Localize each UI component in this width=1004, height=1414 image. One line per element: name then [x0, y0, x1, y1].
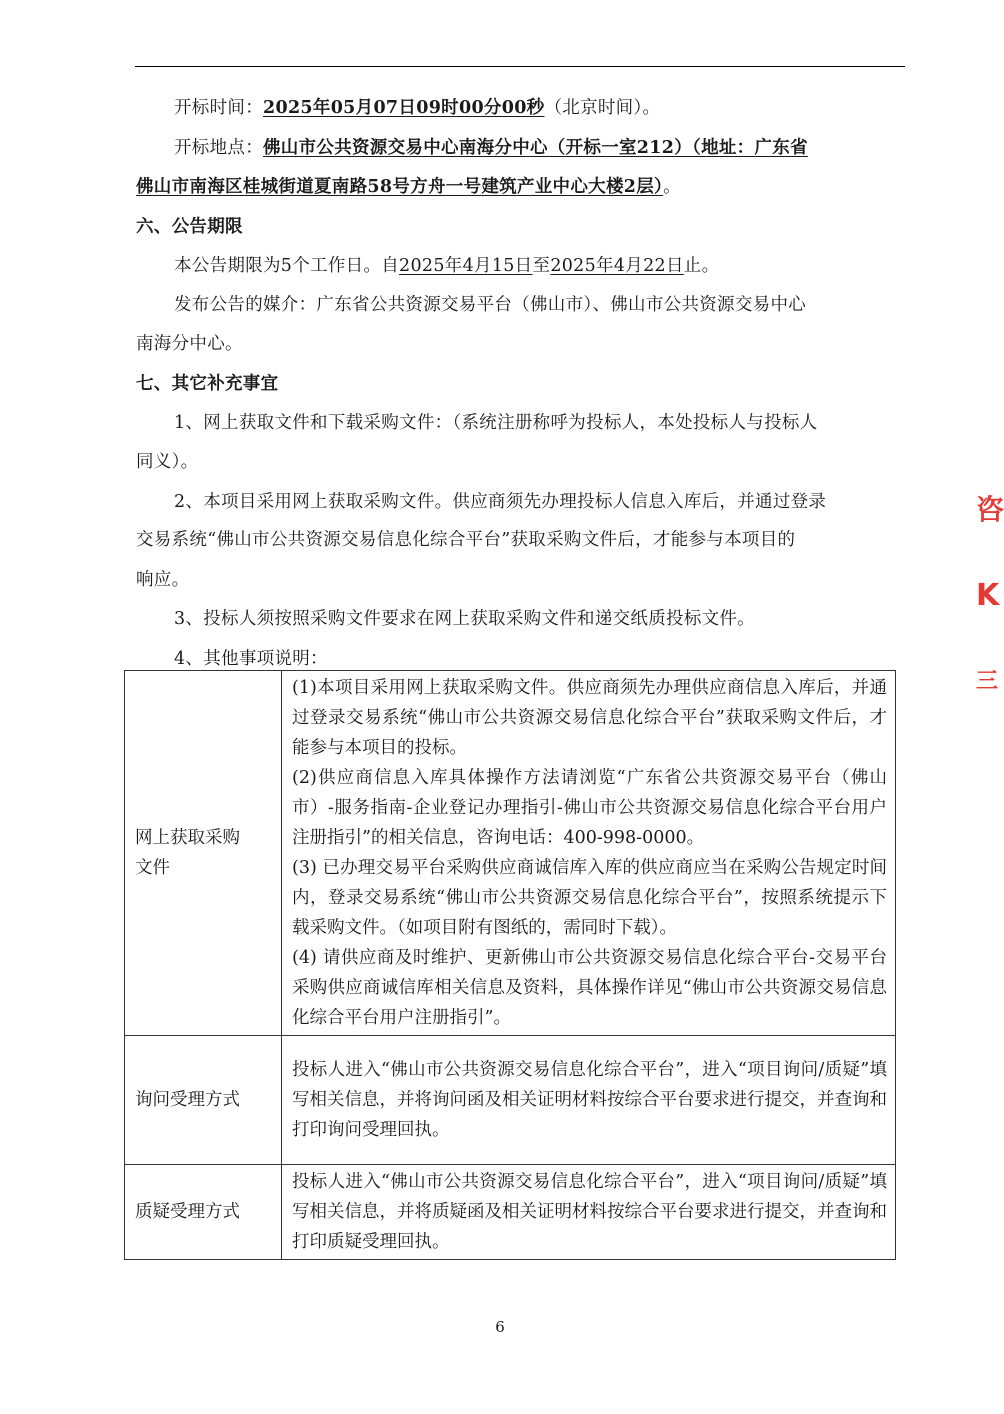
opening-place-line2: [136, 175, 681, 199]
opening-place-line1: [174, 136, 808, 160]
seal-stamp-fragment-1: 咨: [976, 493, 1004, 526]
row1-content-cell: [282, 671, 896, 1036]
row1-paragraph-4: (4) 请供应商及时维护、更新佛山市公共资源交易信息化综合平台-交易平台采购供应商诚信库相关信息及资料，具体操作详见“佛山市公共资源交易信息化综合平台用户注册指引”。: [292, 948, 887, 1028]
section-6-heading: 六、公告期限: [136, 217, 243, 237]
row2-content-cell: [282, 1036, 896, 1165]
opening-place-value-2: 佛山市南海区桂城街道夏南路58号方舟一号建筑产业中心大楼2层）: [136, 177, 664, 197]
seal-stamp-fragment-2: K: [976, 578, 1000, 613]
item2-line3: 响应。: [136, 570, 190, 590]
opening-time-label: 开标时间：: [174, 98, 263, 118]
notice-period-line: [174, 254, 719, 278]
item3-line: 3、投标人须按照采购文件要求在网上获取采购文件和递交纸质投标文件。: [174, 609, 756, 629]
row3-label-cell: 质疑受理方式: [125, 1165, 282, 1260]
opening-place-suffix: 。: [663, 177, 681, 197]
table-row: [125, 1165, 896, 1260]
header-rule: [135, 66, 905, 67]
period-end: 2025年4月22日: [550, 256, 684, 276]
row1-paragraph-2: (2)供应商信息入库具体操作方法请浏览“广东省公共资源交易平台（佛山市）-服务指南-企业登记办理指引-佛山市公共资源交易信息化综合平台用户注册指引”的相关信息，咨询电话：400-998-0000。: [292, 768, 887, 848]
row1-paragraph-1: (1)本项目采用网上获取采购文件。供应商须先办理供应商信息入库后，并通过登录交易系统“佛山市公共资源交易信息化综合平台”获取采购文件后，才能参与本项目的投标。: [292, 678, 887, 758]
period-start: 2025年4月15日: [399, 256, 533, 276]
period-prefix: 本公告期限为5个工作日。自: [174, 256, 400, 276]
section-7-heading: 七、其它补充事宜: [136, 374, 279, 394]
row1-label-line2: 文件: [135, 858, 170, 878]
period-mid: 至: [532, 256, 551, 276]
seal-stamp-fragment-3: 三: [976, 669, 999, 694]
table-row: [125, 671, 896, 1036]
opening-time-value: 2025年05月07日09时00分00秒: [263, 98, 545, 118]
opening-place-value-1: 佛山市公共资源交易中心南海分中心（开标一室212）（地址：广东省: [263, 138, 808, 158]
opening-time-line: [174, 96, 660, 120]
media-line-1: 发布公告的媒介：广东省公共资源交易平台（佛山市）、佛山市公共资源交易中心: [174, 295, 807, 315]
period-suffix: 止。: [683, 256, 720, 276]
row1-label-cell: [125, 671, 282, 1036]
row3-content-cell: [282, 1165, 896, 1260]
media-line-2: 南海分中心。: [136, 334, 243, 354]
row1-paragraph-3: (3) 已办理交易平台采购供应商诚信库入库的供应商应当在采购公告规定时间内，登录交易系统“佛山市公共资源交易信息化综合平台”，按照系统提示下载采购文件。（如项目附有图纸的，需同时下载）。: [292, 858, 887, 938]
row2-paragraph: 投标人进入“佛山市公共资源交易信息化综合平台”，进入“项目询问/质疑”填写相关信息，并将询问函及相关证明材料按综合平台要求进行提交，并查询和打印询问受理回执。: [292, 1060, 887, 1140]
page-number: 6: [495, 1318, 505, 1336]
item1-line1: 1、网上获取文件和下载采购文件：（系统注册称呼为投标人，本处投标人与投标人: [174, 413, 818, 433]
opening-place-label: 开标地点：: [174, 138, 263, 158]
other-matters-table: [124, 670, 896, 1260]
row2-label-cell: 询问受理方式: [125, 1036, 282, 1165]
item2-line2: 交易系统“佛山市公共资源交易信息化综合平台”获取采购文件后，才能参与本项目的: [136, 530, 796, 550]
row3-paragraph: 投标人进入“佛山市公共资源交易信息化综合平台”，进入“项目询问/质疑”填写相关信息，并将质疑函及相关证明材料按综合平台要求进行提交，并查询和打印质疑受理回执。: [292, 1172, 887, 1252]
row1-label-line1: 网上获取采购: [135, 828, 240, 848]
opening-time-suffix: （北京时间）。: [544, 98, 661, 118]
item1-line2: 同义）。: [136, 452, 199, 472]
item4-line: 4、其他事项说明：: [174, 649, 328, 669]
table-row: [125, 1036, 896, 1165]
item2-line1: 2、本项目采用网上获取采购文件。供应商须先办理投标人信息入库后，并通过登录: [174, 492, 827, 512]
